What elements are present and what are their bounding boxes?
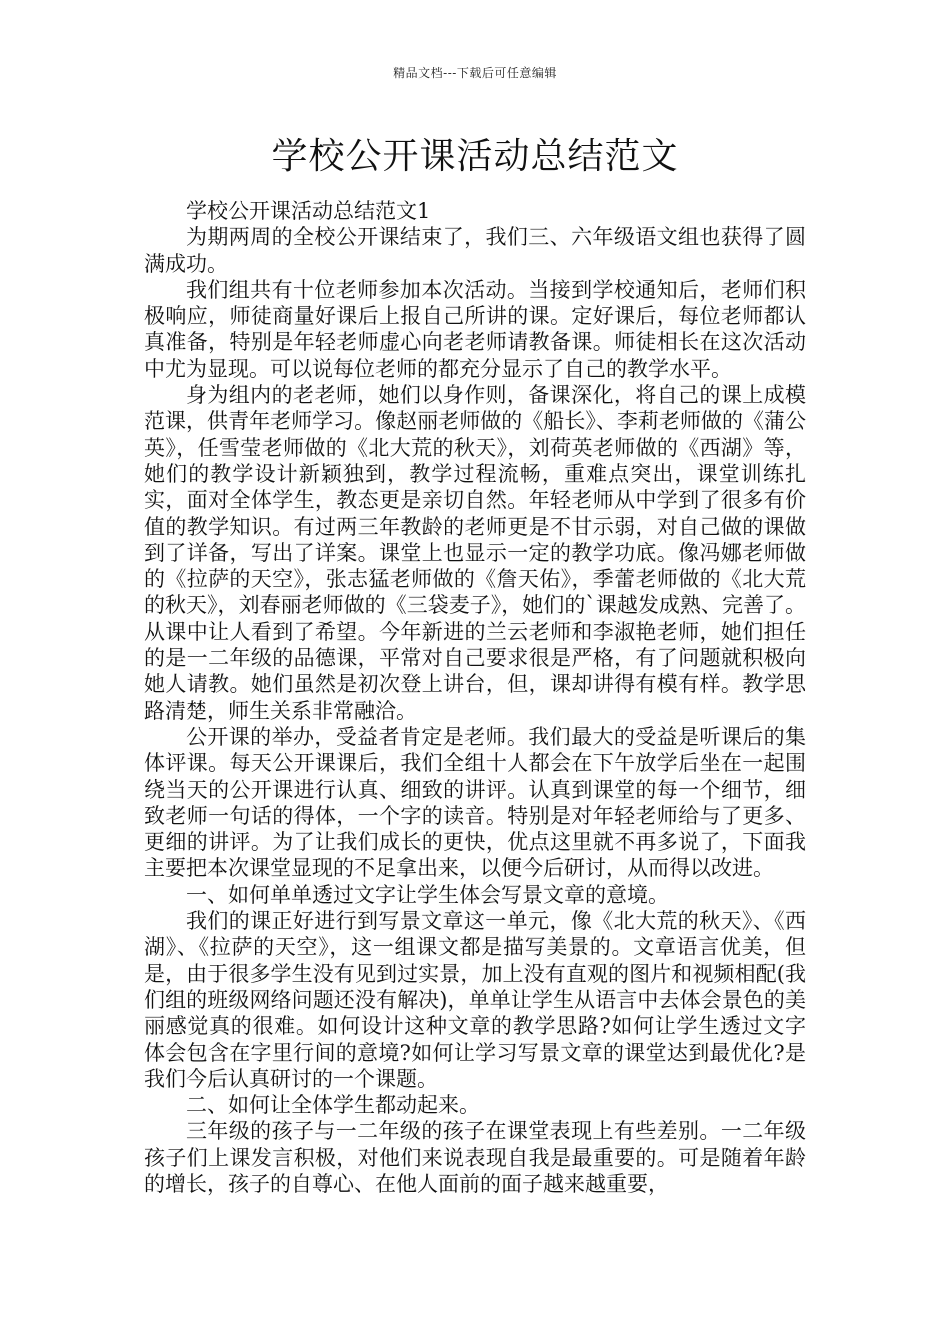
paragraph-subtitle: 学校公开课活动总结范文1 [186,199,431,223]
document-title: 学校公开课活动总结范文 [271,136,679,177]
paragraph: 三年级的孩子与一二年级的孩子在课堂表现上有些差别。一二年级孩子们上课发言积极，对他们来说表现自我是最重要的。可是随着年龄的增长，孩子的自尊心、在他人面前的面子越来越重要， [144,1119,806,1196]
paragraph: 身为组内的老老师，她们以身作则，备课深化，将自己的课上成模范课，供青年老师学习。像赵丽老师做的《船长》、李莉老师做的《蒲公英》，任雪莹老师做的《北大荒的秋天》，刘荷英老师做的《西湖》等，她们的教学设计新颖独到，教学过程流畅，重难点突出，课堂训练扎实，面对全体学生，教态更是亲切自然。年轻老师从中学到了很多有价值的教学知识。有过两三年教龄的老师更是不甘示弱，对自己做的课做到了详备，写出了详案。课堂上也显示一定的教学功底。像冯娜老师做的《拉萨的天空》，张志猛老师做的《詹天佑》，季蕾老师做的《北大荒的秋天》，刘春丽老师做的《三袋麦子》，她们的`课越发成熟、完善了。从课中让人看到了希望。今年新进的兰云老师和李淑艳老师，她们担任的是一二年级的品德课，平常对自己要求很是严格，有了问题就积极向她人请教。她们虽然是初次登上讲台，但，课却讲得有模有样。教学思路清楚，师生关系非常融洽。 [144,383,806,723]
paragraph: 我们的课正好进行到写景文章这一单元，像《北大荒的秋天》、《西湖》、《拉萨的天空》，这一组课文都是描写美景的。文章语言优美，但是，由于很多学生没有见到过实景，加上没有直观的图片和视频相配(我们组的班级网络问题还没有解决)，单单让学生从语言中去体会景色的美丽感觉真的很难。如何设计这种文章的教学思路?如何让学生透过文字体会包含在字里行间的意境?如何让学习写景文章的课堂达到最优化?是我们今后认真研讨的一个课题。 [144,909,806,1091]
paragraph: 我们组共有十位老师参加本次活动。当接到学校通知后，老师们积极响应，师徒商量好课后上报自己所讲的课。定好课后，每位老师都认真准备，特别是年轻老师虚心向老老师请教备课。师徒相长在这次活动中尤为显现。可以说每位老师的都充分显示了自己的教学水平。 [144,277,806,381]
paragraph: 为期两周的全校公开课结束了，我们三、六年级语文组也获得了圆满成功。 [144,225,806,276]
document-body [144,198,806,1197]
page-header: 精品文档---下载后可任意编辑 [393,66,557,80]
paragraph: 公开课的举办，受益者肯定是老师。我们最大的受益是听课后的集体评课。每天公开课课后，我们全组十人都会在下午放学后坐在一起围绕当天的公开课进行认真、细致的讲评。认真到课堂的每一个细节，细致老师一句话的得体，一个字的读音。特别是对年轻老师给与了更多、更细的讲评。为了让我们成长的更快，优点这里就不再多说了，下面我主要把本次课堂显现的不足拿出来，以便今后研讨，从而得以改进。 [144,724,806,881]
section-heading: 二、如何让全体学生都动起来。 [186,1093,480,1118]
section-heading: 一、如何单单透过文字让学生体会写景文章的意境。 [186,882,669,907]
